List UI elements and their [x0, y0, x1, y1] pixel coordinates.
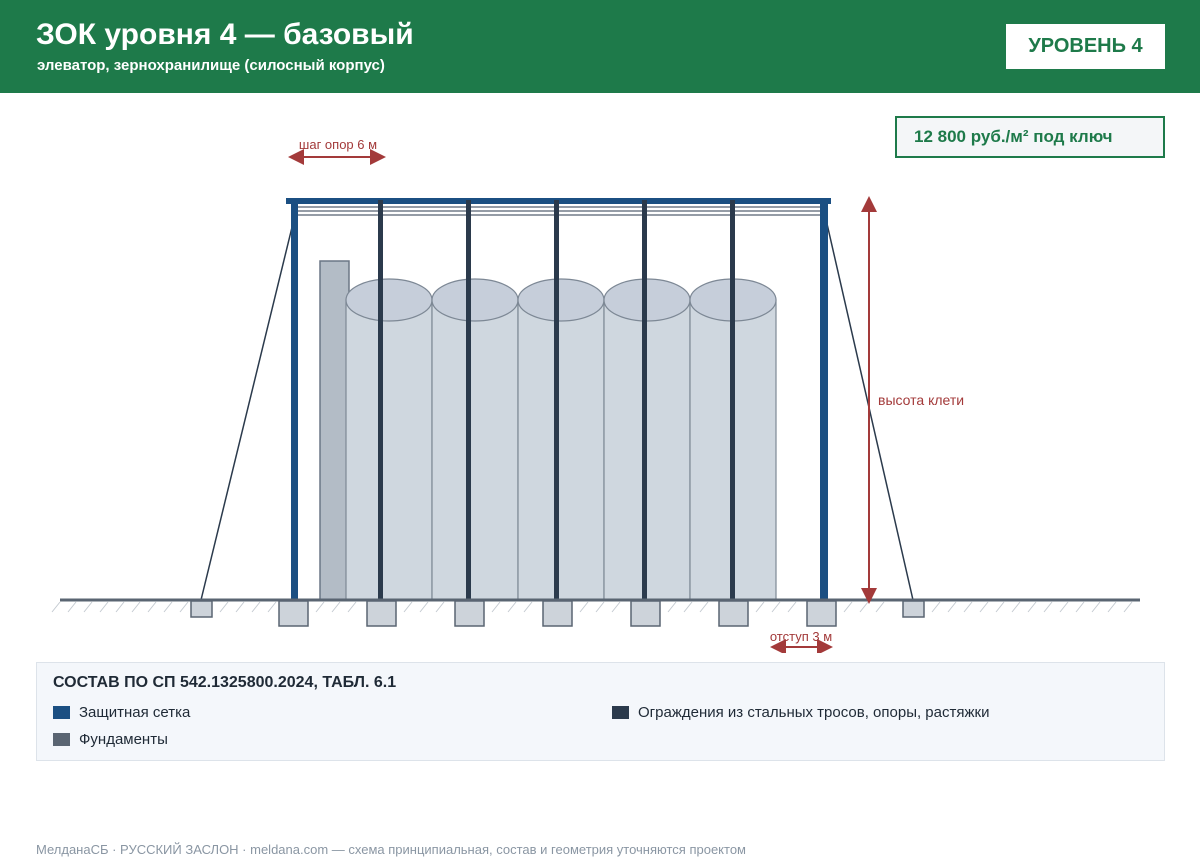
- legend-swatch-net: [53, 706, 70, 719]
- offset-label: отступ 3 м: [769, 629, 833, 644]
- legend-swatch-cables: [612, 706, 629, 719]
- legend-panel: [36, 662, 1165, 761]
- legend-item-net: [53, 704, 190, 721]
- silo: [518, 279, 604, 600]
- cage-height-label: высота клети: [878, 392, 965, 408]
- legend-item-cables: [612, 704, 989, 721]
- support-step-label: шаг опор 6 м: [298, 137, 378, 152]
- footer-note: МелданаСБ · РУССКИЙ ЗАСЛОН · meldana.com — схема принципиальная, состав и геометрия уточняются проектом: [36, 842, 746, 857]
- top-cables: [295, 207, 825, 215]
- legend-item-foundations: [53, 731, 168, 748]
- legend-swatch-foundations: [53, 733, 70, 746]
- silos: [346, 279, 776, 600]
- legend-item-label: Фундаменты: [79, 731, 168, 748]
- silo: [432, 279, 518, 600]
- legend-title: СОСТАВ ПО СП 542.1325800.2024, ТАБЛ. 6.1: [53, 674, 397, 691]
- ground-hatch: [52, 602, 1132, 612]
- foundations: [191, 601, 924, 626]
- level-badge: УРОВЕНЬ 4: [1006, 24, 1165, 69]
- structure-diagram: [0, 93, 1200, 653]
- silo: [346, 279, 432, 600]
- right-net-post: [820, 200, 828, 600]
- guy-wire-left: [201, 215, 295, 600]
- legend-item-label: Защитная сетка: [79, 704, 191, 721]
- page-title: ЗОК уровня 4 — базовый: [36, 18, 414, 51]
- left-net-post: [291, 200, 298, 600]
- elevator-tower: [320, 261, 349, 600]
- page-subtitle: элеватор, зернохранилище (силосный корпус): [37, 57, 385, 74]
- legend-item-label: Ограждения из стальных тросов, опоры, растяжки: [638, 704, 990, 721]
- price-box: 12 800 руб./м² под ключ: [895, 116, 1165, 158]
- header-bar: [0, 0, 1200, 93]
